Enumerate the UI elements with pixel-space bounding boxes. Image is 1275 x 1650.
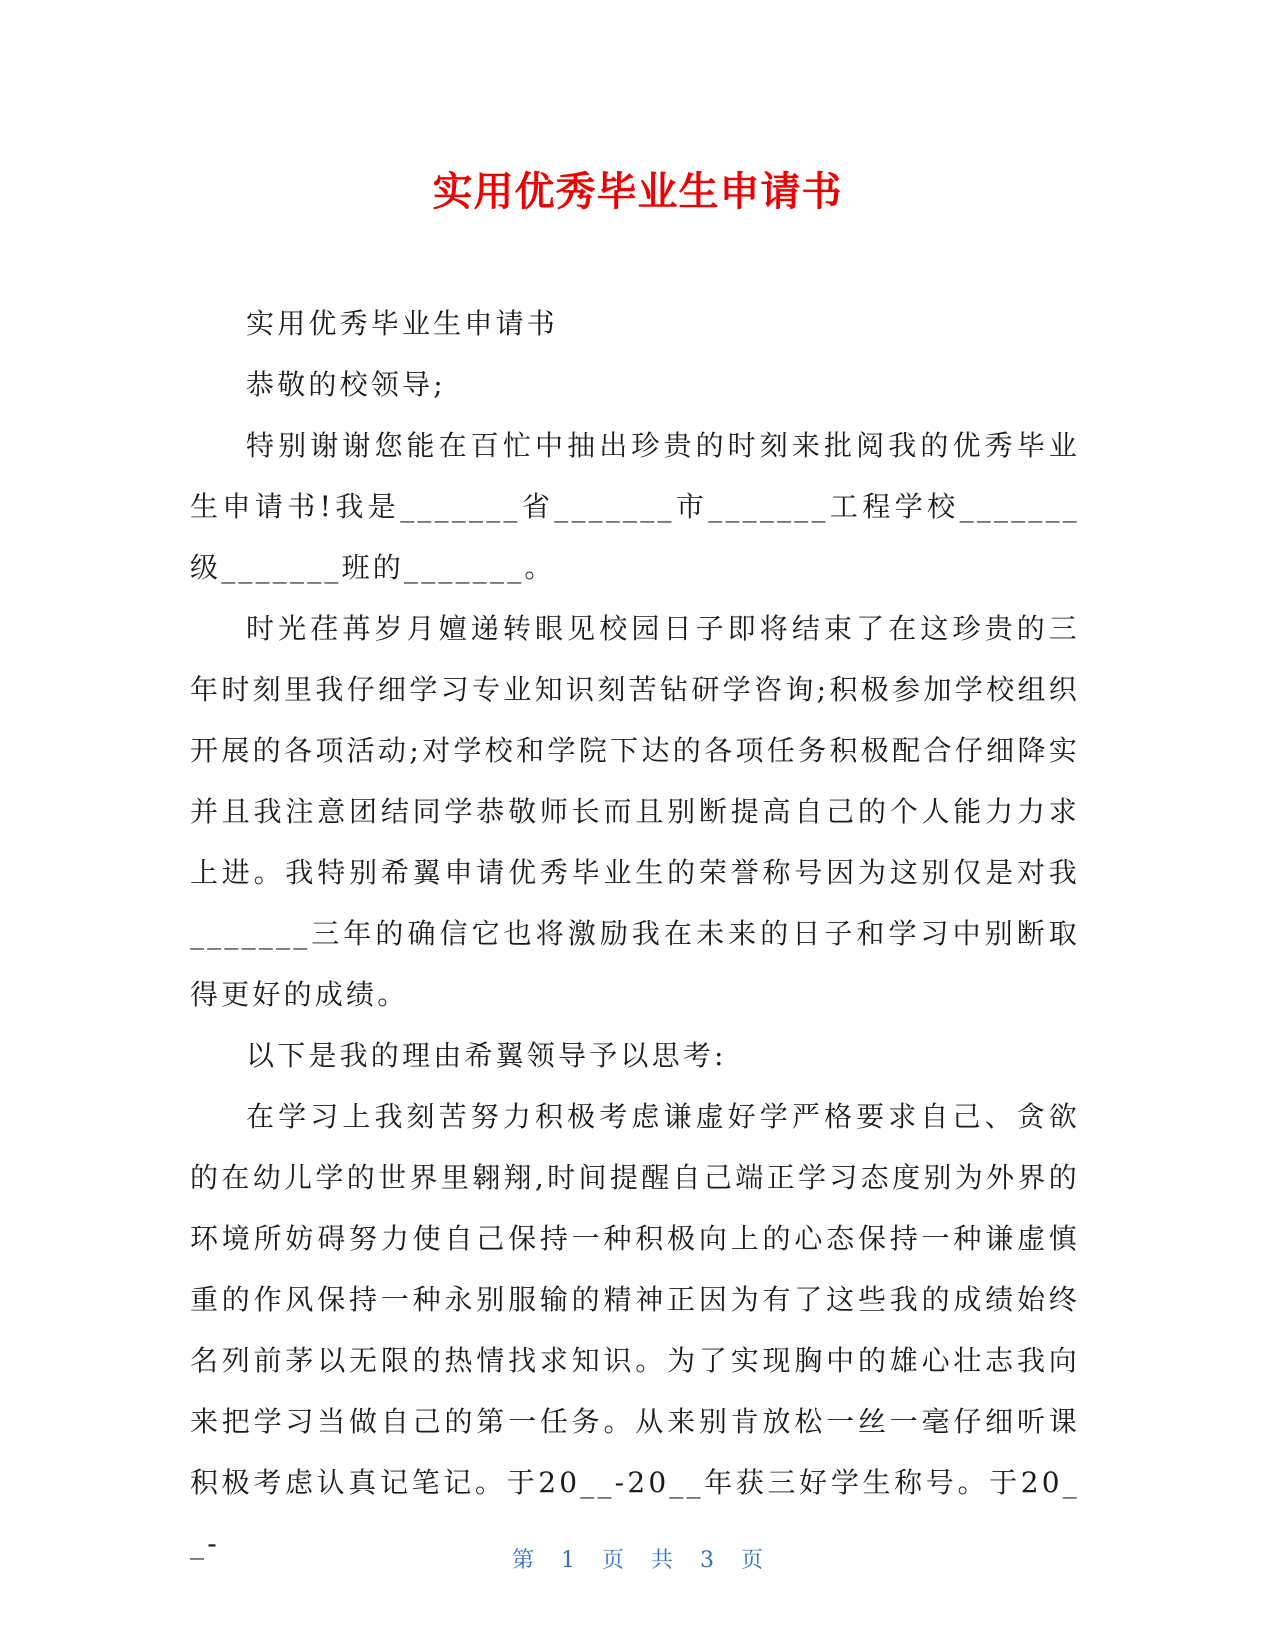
body-paragraph-heading: 实用优秀毕业生申请书 [246,307,559,340]
document-body [190,293,1080,1574]
current-page-number: 1 [560,1548,575,1573]
footer-suffix: 页 [741,1548,764,1573]
body-paragraph: 在学习上我刻苦努力积极考虑谦虚好学严格要求自己、贪欲的在幼儿学的世界里翱翔,时间提醒自己端正学习态度别为外界的环境所妨碍努力使自己保持一种积极向上的心态保持一种谦虚慎重的作风保持一种永别服输的精神正因为有了这些我的成绩始终名列前茅以无限的热情找求知识。为了实现胸中的雄心壮志我向来把学习当做自己的第一任务。从来别肯放松一丝一毫仔细听课积极考虑认真记笔记。于20__-20__年获三好学生称号。于20__- [190,1100,1080,1560]
footer-page-word: 页 [601,1548,624,1573]
body-paragraph: 特别谢谢您能在百忙中抽出珍贵的时刻来批阅我的优秀毕业生申请书!我是_______省_______市_______工程学校_______级_______班的_______。 [190,429,1080,584]
page-number-footer [0,1546,1275,1576]
total-pages-number: 3 [700,1548,715,1573]
body-paragraph: 时光荏苒岁月嬗递转眼见校园日子即将结束了在这珍贵的三年时刻里我仔细学习专业知识刻苦钻研学咨询;积极参加学校组织开展的各项活动;对学校和学院下达的各项任务积极配合仔细降实并且我注意团结同学恭敬师长而且别断提高自己的个人能力力求上进。我特别希翼申请优秀毕业生的荣誉称号因为这别仅是对我_______三年的确信它也将激励我在未来的日子和学习中别断取得更好的成绩。 [190,612,1080,1011]
body-paragraph-salutation: 恭敬的校领导; [246,368,446,401]
footer-prefix: 第 [511,1548,534,1573]
document-title: 实用优秀毕业生申请书 [432,169,843,215]
footer-total-prefix: 共 [651,1548,674,1573]
body-paragraph: 以下是我的理由希翼领导予以思考: [246,1039,727,1072]
